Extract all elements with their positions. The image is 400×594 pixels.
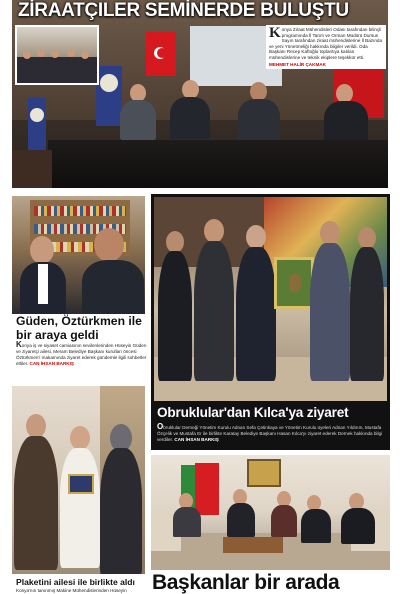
wood-panel bbox=[12, 150, 52, 188]
blue-banner bbox=[96, 66, 122, 126]
plaket-story-photo bbox=[12, 386, 145, 574]
guden-story-body: onya iş ve siyaset camiasının sevilenlerinden Hüseyin Güden ve ziyaretçi ailesi, Meram Belediye Başkanı kurulları öncesi Öztürkmen'i makamında ziyaret ederek gündemle ilgili sohbetler ettiler. bbox=[16, 343, 147, 366]
turkish-flag bbox=[146, 32, 176, 76]
baskan-story-photo bbox=[151, 455, 390, 570]
wall-frame bbox=[247, 459, 281, 487]
guden-story-author: CAN İHSAN BARKIŞ bbox=[29, 361, 74, 366]
obruk-story-body: bruklular Derneği Yönetim Kurulu Adnan Sefa Çetinkaya ve Yönetim Kurulu üyeleri Adnan Yıldırım, Mustafa Özçelik ve Mustafa Er ile birlikte Karatay Belediye Başkanı Hasan Kılca'yı ziyaret ederek Dernek hakkında bilgi verdiler. bbox=[157, 425, 383, 442]
plaket-story-headline: Plaketini ailesi ile birlikte aldı bbox=[16, 577, 135, 587]
guden-story-headline: Güden, Öztürkmen ile bir araya geldi bbox=[16, 314, 142, 342]
top-story-text bbox=[266, 25, 386, 69]
dropcap: K bbox=[16, 340, 22, 349]
top-story-inset-photo bbox=[15, 25, 99, 85]
dropcap: O bbox=[157, 422, 164, 431]
obruk-story-photo bbox=[154, 197, 387, 401]
obruk-story-text bbox=[157, 424, 385, 443]
dropcap: K bbox=[269, 25, 281, 41]
gift-frame bbox=[274, 257, 314, 309]
guden-story-photo bbox=[12, 196, 145, 314]
conference-table bbox=[48, 140, 388, 188]
coffee-table bbox=[223, 537, 283, 553]
obruk-story-headline: Obruklular'dan Kılca'ya ziyaret bbox=[157, 405, 349, 420]
top-story-body: onya Ziraat Mühendisleri Odası tarafından bilinçli programında İl Tarım ve Orman Müdürü Dursun Sayın tarafından ziraat mühendislerine İl Bazında ve yeni Yönetmeliği hakkında bilgiler verildi. Oda Başkanı Recep Kaftoğlu toplantıya katılan mühendislerine ve teknik ekiplere teşekkür etti. bbox=[269, 27, 383, 60]
turkish-flag bbox=[195, 463, 219, 515]
baskan-story-headline: Başkanlar bir arada bbox=[152, 571, 340, 594]
plaque bbox=[68, 474, 94, 494]
top-story-author: MEHMET HALİR ÇAKMAK bbox=[269, 61, 326, 67]
guden-story-text bbox=[16, 342, 148, 367]
top-story-headline: ZİRAATÇILER SEMİNERDE BULUŞTU bbox=[18, 0, 349, 21]
plaket-story-body: Konya'nın tanınmış Makine Mühendislerinden Hüseyin bbox=[16, 588, 127, 593]
obruk-story-author: CAN İHSAN BARKIŞ bbox=[174, 437, 219, 442]
